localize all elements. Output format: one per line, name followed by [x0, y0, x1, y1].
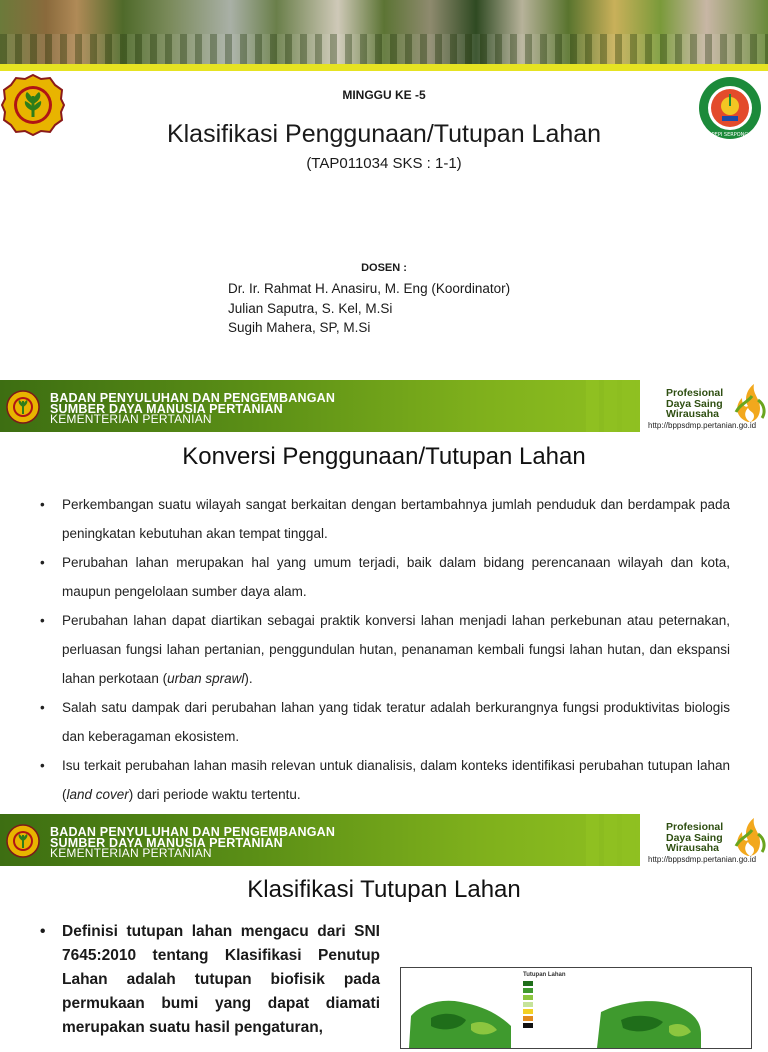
header-agency-line1: BADAN PENYULUHAN DAN PENGEMBANGAN	[50, 825, 336, 839]
italic-term: land cover	[66, 787, 129, 802]
legend-swatch	[523, 980, 566, 987]
bullet-text: ) dari periode waktu tertentu.	[128, 787, 301, 802]
tagline-line: Wirausaha	[666, 408, 720, 420]
legend-swatch	[523, 1001, 566, 1008]
content-slide-konversi	[0, 380, 768, 812]
title-slide	[0, 0, 768, 378]
header-tagline	[666, 822, 723, 854]
bullet-item	[40, 751, 730, 809]
bullet-item: • Perkembangan suatu wilayah sangat berkaitan dengan bertambahnya jumlah penduduk dan berdampak pada peningkatan kebutuhan akan tempat tinggal.	[40, 490, 730, 548]
bullet-item	[40, 606, 730, 693]
header-tagline	[666, 388, 723, 420]
banner-yellow-stripe	[0, 64, 768, 71]
header-url-link[interactable]: http://bppsdmp.pertanian.go.id	[648, 421, 757, 430]
tagline-line: Profesional	[666, 387, 724, 399]
bullet-text: Perubahan lahan dapat diartikan sebagai praktik konversi lahan menjadi lahan perkebunan atau peternakan, perluasan fungsi lahan pertanian, penggundulan hutan, penanaman kembali fungsi lahan hutan, dan ekspansi lahan perkotaan (	[62, 613, 730, 686]
week-label: MINGGU KE -5	[342, 88, 426, 102]
header-agency-line2: SUMBER DAYA MANUSIA PERTANIAN	[50, 836, 283, 850]
tagline-line: Daya Saing	[666, 831, 723, 844]
bullet-text: Isu terkait perubahan lahan masih relevan untuk dianalisis, dalam konteks identifikasi perubahan tutupan lahan (	[62, 758, 730, 802]
header-ministry: KEMENTERIAN PERTANIAN	[50, 846, 212, 860]
course-code: (TAP011034 SKS : 1-1)	[306, 155, 462, 172]
bullet-item: • Salah satu dampak dari perubahan lahan yang tidak teratur adalah berkurangnya fungsi produktivitas biologis dan keberagaman ekosistem.	[40, 693, 730, 751]
header-bar-decoration	[622, 380, 635, 432]
slide-title: Konversi Penggunaan/Tutupan Lahan	[182, 443, 586, 470]
land-cover-map-image	[401, 968, 751, 1048]
header-green-band	[0, 380, 640, 432]
land-cover-map	[400, 967, 752, 1049]
bppsdmp-header	[0, 814, 768, 866]
legend-swatch	[523, 994, 566, 1001]
italic-term: urban sprawl	[167, 671, 245, 686]
legend-swatch	[523, 987, 566, 994]
lecturer-name: Dr. Ir. Rahmat H. Anasiru, M. Eng (Koordinator)	[228, 281, 511, 296]
bullet-text: ).	[244, 671, 253, 686]
lecturer-name: Sugih Mahera, SP, M.Si	[228, 320, 371, 335]
bullet-text: Definisi tutupan lahan mengacu dari SNI 7645:2010 tentang Klasifikasi Penutup Lahan adalah tutupan biofisik pada permukaan bumi yang dapat diamati merupakan suatu hasil pengaturan,	[62, 923, 380, 1036]
header-ministry: KEMENTERIAN PERTANIAN	[50, 412, 212, 426]
legend-swatch	[523, 1008, 566, 1015]
legend-swatch	[523, 1022, 566, 1029]
bullet-dot: •	[40, 923, 46, 940]
legend-swatch	[523, 1015, 566, 1022]
map-legend	[523, 972, 566, 1029]
header-agency-line1: BADAN PENYULUHAN DAN PENGEMBANGAN	[50, 391, 336, 405]
lecturer-name: Julian Saputra, S. Kel, M.Si	[228, 300, 393, 316]
slide-title: Klasifikasi Tutupan Lahan	[247, 876, 521, 903]
agriculture-banner-photo	[0, 0, 768, 64]
lecturer-list	[228, 279, 510, 338]
bullet-item: • Perubahan lahan merupakan hal yang umum terjadi, baik dalam bidang perencanaan wilayah dan kota, maupun pengelolaan sumber daya alam.	[40, 548, 730, 606]
header-bar-decoration	[586, 814, 599, 866]
header-url-link[interactable]: http://bppsdmp.pertanian.go.id	[648, 855, 757, 864]
map-legend-title: Tutupan Lahan	[523, 972, 566, 978]
kementan-logo-icon	[6, 824, 40, 858]
bullet-list	[40, 490, 730, 809]
bullet-item	[40, 920, 380, 1040]
header-bar-decoration	[604, 380, 617, 432]
svg-text:PEPI SERPONG: PEPI SERPONG	[711, 132, 749, 138]
content-slide-klasifikasi	[0, 814, 768, 1036]
tagline-line: Wirausaha	[666, 842, 720, 854]
header-bar-decoration	[622, 814, 635, 866]
bppsdmp-header	[0, 380, 768, 432]
flame-logo-icon	[730, 816, 768, 860]
flame-logo-icon	[730, 382, 768, 426]
slide-title: Klasifikasi Penggunaan/Tutupan Lahan	[166, 120, 602, 148]
header-bar-decoration	[586, 380, 599, 432]
tagline-line: Profesional	[666, 821, 724, 833]
dosen-label: DOSEN :	[361, 262, 407, 274]
header-green-band	[0, 814, 640, 866]
tagline-line: Daya Saing	[666, 397, 723, 410]
header-bar-decoration	[604, 814, 617, 866]
header-agency-line2: SUMBER DAYA MANUSIA PERTANIAN	[50, 402, 283, 416]
kementan-logo-icon	[6, 390, 40, 424]
